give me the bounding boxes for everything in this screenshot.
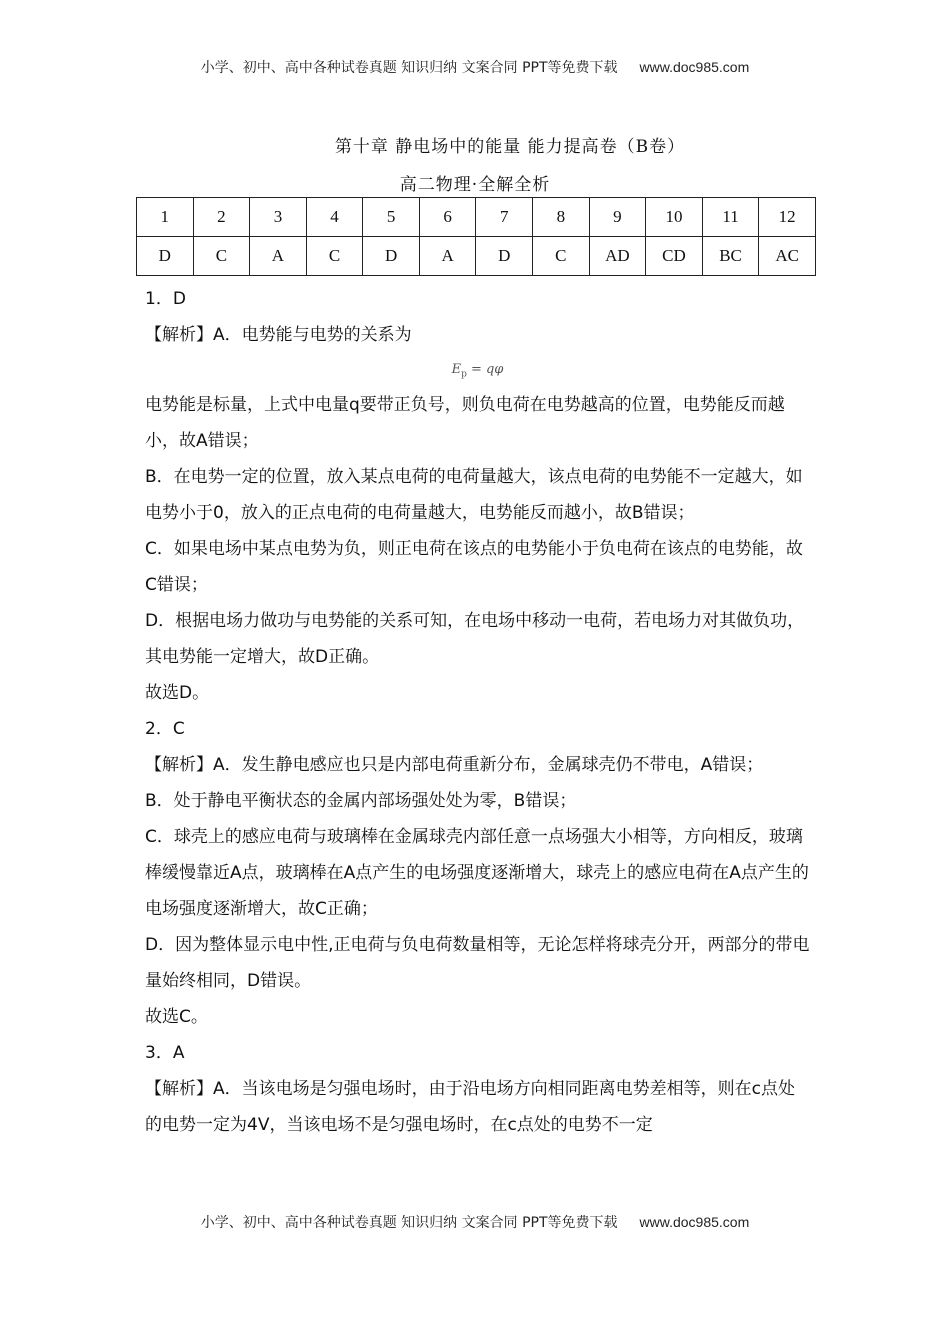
question-number: 10 [646,198,703,237]
header-text: 小学、初中、高中各种试卷真题 知识归纳 文案合同 PPT等免费下载 [200,60,618,76]
analysis-paragraph: B．在电势一定的位置，放入某点电荷的电荷量越大，该点电荷的电势能不一定越大，如电势小于0，放入的正点电荷的电荷量越大，电势能反而越小，故B错误； [145,467,803,523]
analysis-paragraph: 【解析】A．发生静电感应也只是内部电荷重新分布，金属球壳仍不带电，A错误； [145,755,764,775]
footer-site-link[interactable]: www.doc985.com [639,1214,750,1230]
question-number: 11 [702,198,759,237]
answer-cell: AC [759,237,816,276]
question-number: 6 [419,198,476,237]
document-subtitle: 高二物理·全解全析 [399,175,551,195]
conclusion: 故选C。 [145,1007,208,1027]
answer-table [136,197,816,276]
question-number: 12 [759,198,816,237]
question-number: 1 [137,198,194,237]
analysis-paragraph: D．根据电场力做功与电势能的关系可知，在电场中移动一电荷，若电场力对其做负功，其电势能一定增大，故D正确。 [145,611,805,667]
formula-subscript: p [461,369,467,380]
answer-cell: A [419,237,476,276]
question-number: 4 [306,198,363,237]
footer-text: 小学、初中、高中各种试卷真题 知识归纳 文案合同 PPT等免费下载 [200,1215,618,1231]
answer-cell: AD [589,237,646,276]
question-number: 5 [363,198,420,237]
formula-rhs: = qφ [466,362,504,377]
formula-symbol: E [451,362,462,377]
analysis-paragraph: B．处于静电平衡状态的金属内部场强处处为零，B错误； [145,791,577,811]
answer-cell: D [363,237,420,276]
analysis-paragraph: 【解析】A．当该电场是匀强电场时，由于沿电场方向相同距离电势差相等，则在c点处的电势一定为4V，当该电场不是匀强电场时，在c点处的电势不一定 [145,1079,795,1135]
answer-cell: C [193,237,250,276]
answer-cell: CD [646,237,703,276]
document-title: 第十章 静电场中的能量 能力提高卷（B卷） [334,137,686,157]
analysis-paragraph: 【解析】A．电势能与电势的关系为 [145,325,412,345]
answer-cell: BC [702,237,759,276]
analysis-paragraph: C．如果电场中某点电势为负，则正电荷在该点的电势能小于负电荷在该点的电势能，故C错误； [145,539,803,595]
question-heading: 2．C [145,719,185,739]
solution-content [145,281,810,1143]
question-number: 7 [476,198,533,237]
formula-potential-energy [145,353,810,387]
question-number: 9 [589,198,646,237]
page-footer [0,1212,950,1232]
question-heading: 3．A [145,1043,185,1063]
answer-cell: A [250,237,307,276]
question-number: 2 [193,198,250,237]
analysis-paragraph: D．因为整体显示电中性,正电荷与负电荷数量相等，无论怎样将球壳分开，两部分的带电量始终相同，D错误。 [145,935,810,991]
answer-cell: C [306,237,363,276]
question-number: 3 [250,198,307,237]
answer-table-answer-row [137,237,816,276]
answer-table-number-row [137,198,816,237]
page-header [0,57,950,77]
answer-cell: D [476,237,533,276]
analysis-paragraph: 电势能是标量，上式中电量q要带正负号，则负电荷在电势越高的位置，电势能反而越小，故A错误； [145,395,785,451]
header-site-link[interactable]: www.doc985.com [639,59,750,75]
answer-cell: C [533,237,590,276]
analysis-paragraph: C．球壳上的感应电荷与玻璃棒在金属球壳内部任意一点场强大小相等，方向相反，玻璃棒缓慢靠近A点，玻璃棒在A点产生的电场强度逐渐增大，球壳上的感应电荷在A点产生的电场强度逐渐增大，故C正确； [145,827,809,919]
answer-cell: D [137,237,194,276]
conclusion: 故选D。 [145,683,210,703]
question-number: 8 [533,198,590,237]
question-heading: 1．D [145,289,186,309]
